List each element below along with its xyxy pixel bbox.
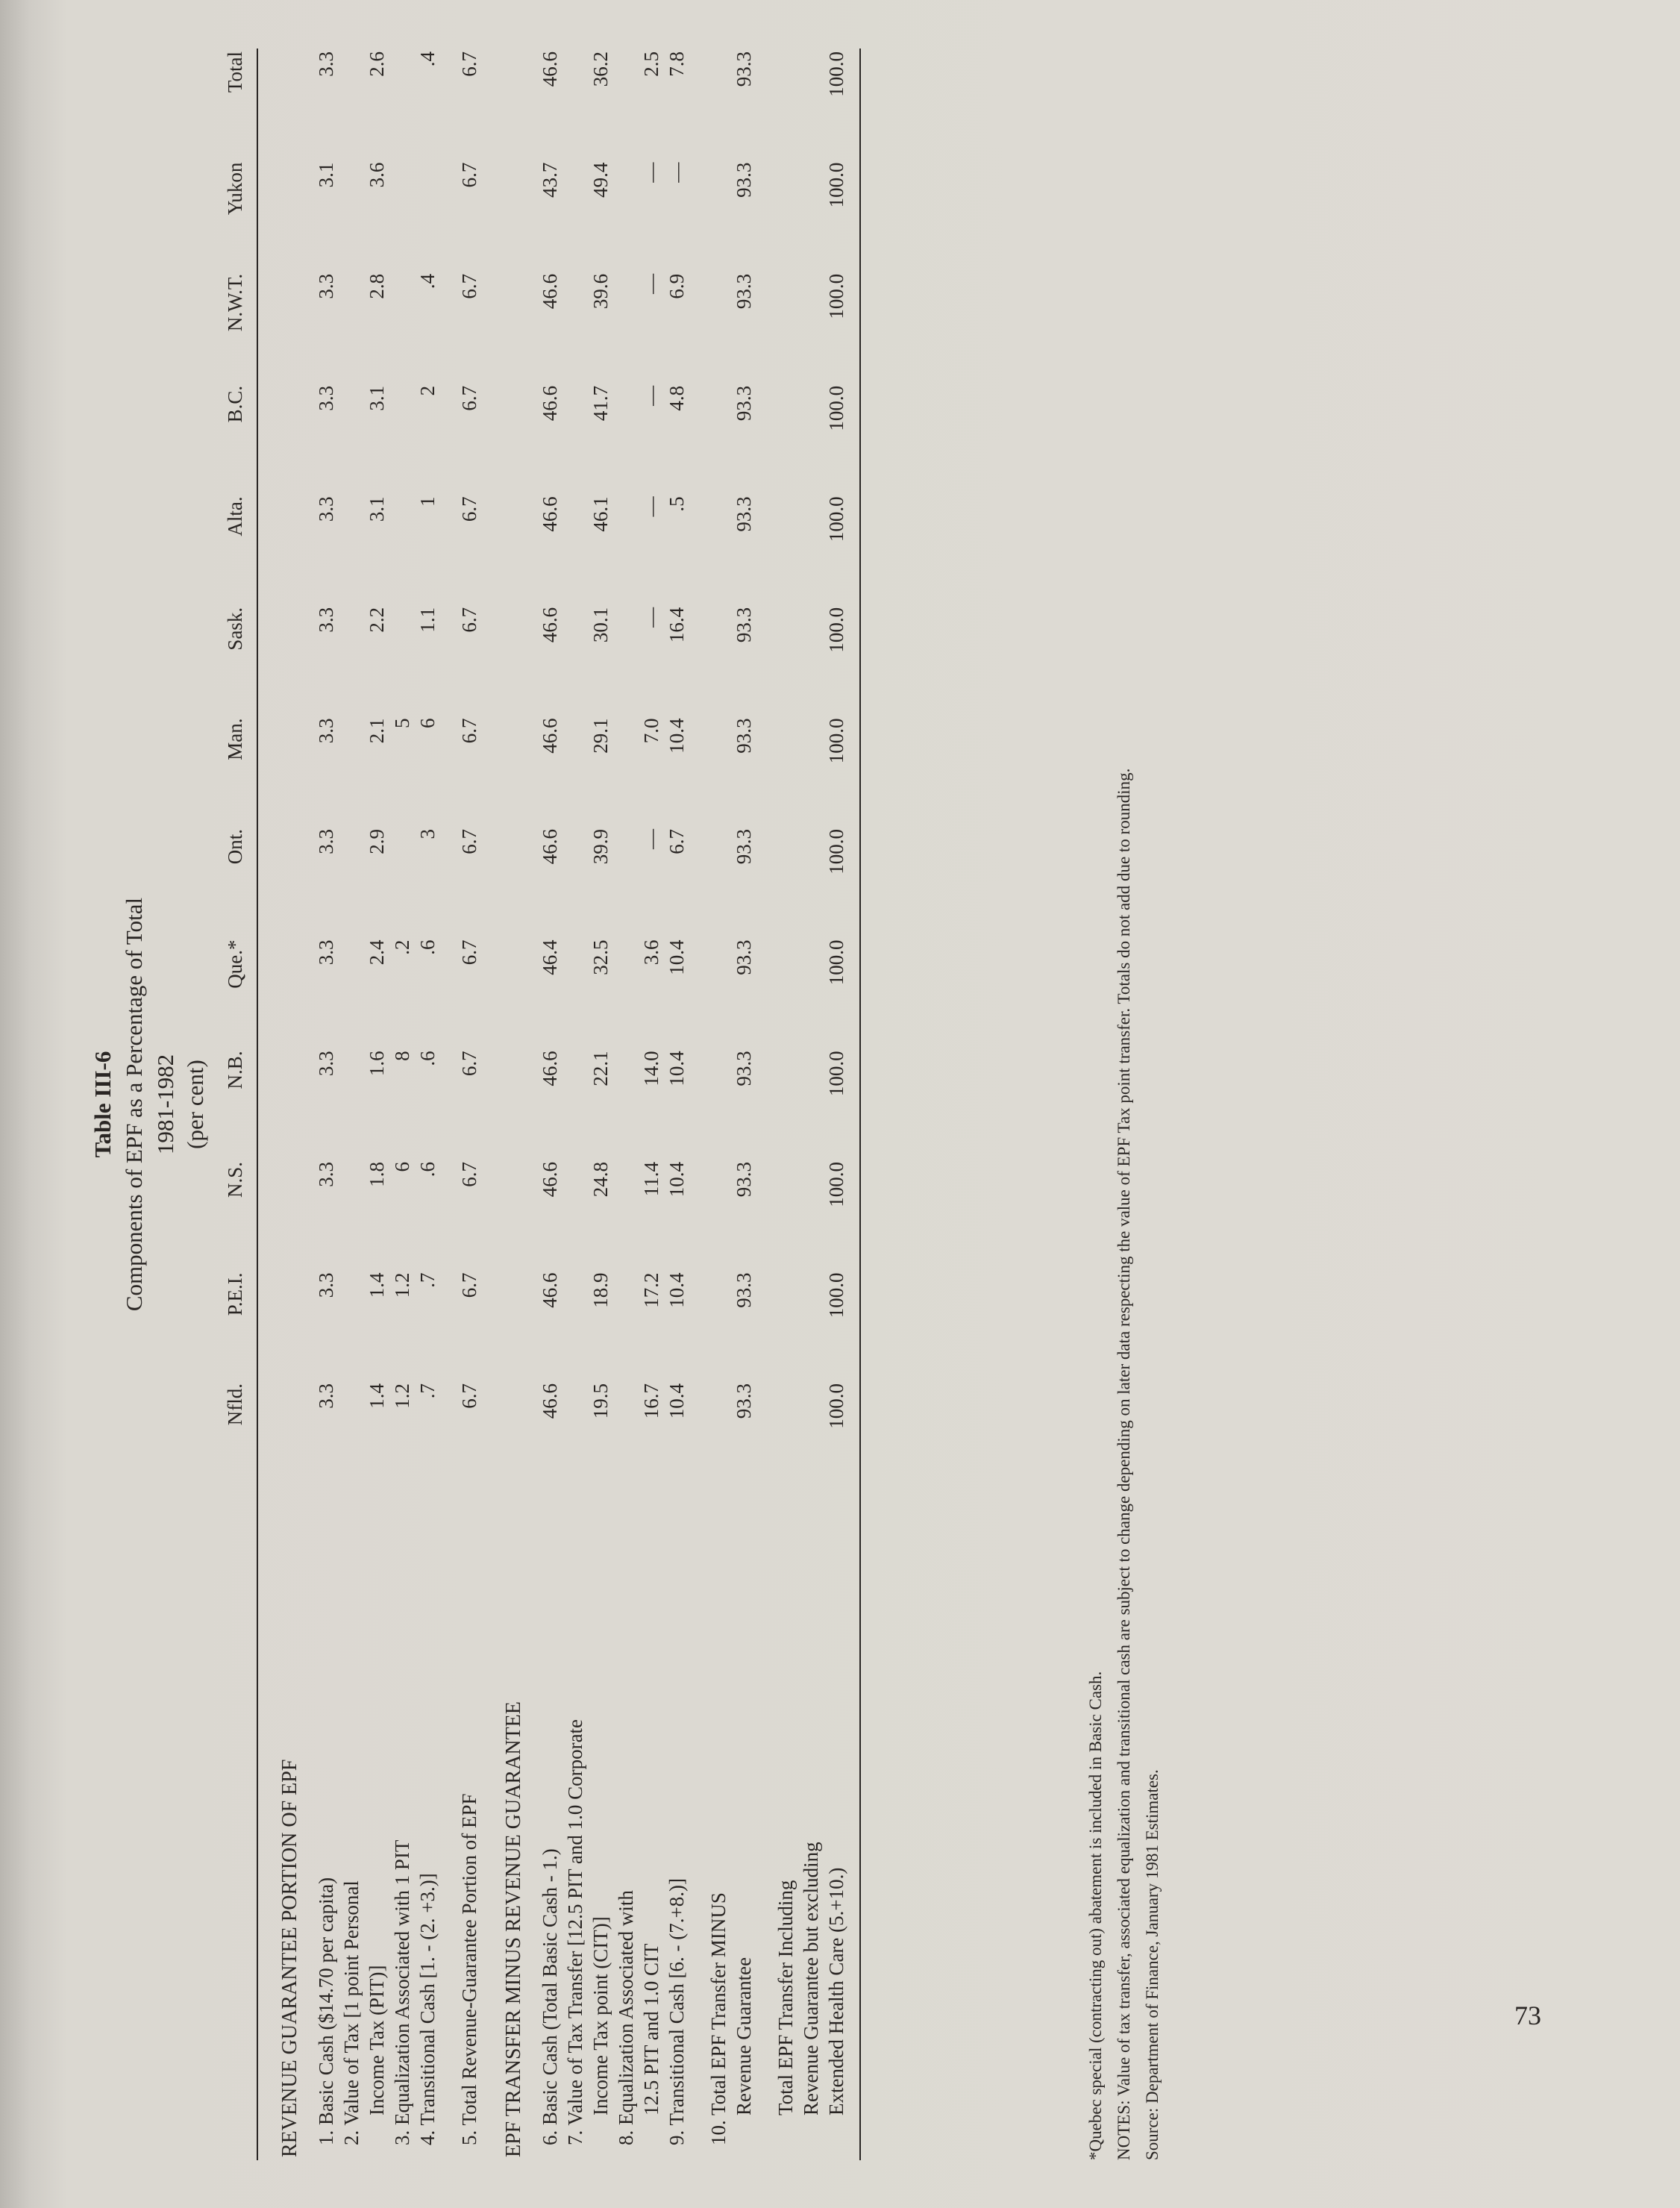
column-header: Yukon [222, 160, 257, 271]
table-row [664, 49, 689, 2160]
page-number: 73 [1514, 2001, 1541, 2030]
table-row [389, 49, 415, 2160]
spacer-row [689, 49, 706, 2160]
table-cell: 93.3 [733, 1383, 755, 1419]
row-label [313, 1492, 339, 2160]
row-label-line: Revenue Guarantee [733, 1957, 755, 2115]
table-cell: 93.3 [733, 273, 755, 310]
table-cell: 6.7 [458, 51, 480, 77]
table-cell: 8 [391, 1051, 413, 1061]
table-cell: 6.9 [665, 273, 688, 299]
row-label-line: 5. Total Revenue-Guarantee Portion of EPF [458, 1793, 480, 2145]
table-cell: .6 [416, 1161, 439, 1178]
row-label-line: 8. Equalization Associated with [615, 1890, 637, 2145]
footnotes [1082, 49, 1167, 2160]
table-cell: 3 [416, 828, 439, 839]
table-cell: 6.7 [458, 162, 480, 188]
table-cell: 30.1 [589, 607, 612, 643]
table-row [537, 49, 562, 2160]
table-unit: (per cent) [182, 1060, 208, 1149]
table-cell: 19.5 [589, 1383, 612, 1419]
table-cell: 100.0 [773, 493, 860, 604]
column-header: Sask. [222, 604, 257, 716]
table-cell: 46.6 [539, 1051, 561, 1086]
column-header: Que.* [222, 937, 257, 1048]
row-label-line: Income Tax point (CIT)] [589, 1916, 612, 2115]
table-cell: 46.4 [539, 939, 561, 975]
table-number: Table III-6 [90, 1051, 116, 1158]
table-cell: 1.2 [391, 1272, 413, 1298]
row-label-line: 4. Transitional Cash [1. - (2. +3.)] [416, 1873, 439, 2145]
table-cell: 3.1 [366, 385, 388, 411]
table-cell: 93.3 [733, 496, 755, 532]
table-cell: 1.4 [366, 1272, 388, 1298]
table-cell: 18.9 [589, 1272, 612, 1308]
table-cell: .7 [416, 1383, 439, 1399]
table-cell: 3.3 [315, 1051, 337, 1077]
table-row [562, 49, 613, 2160]
table-row [706, 49, 756, 2160]
table-cell: 2.8 [366, 273, 388, 299]
table-cell: 100.0 [773, 383, 860, 494]
table-cell: 46.6 [539, 1383, 561, 1419]
table-cell: 100.0 [773, 49, 860, 160]
table-cell: 93.3 [733, 1272, 755, 1308]
row-label [773, 1492, 860, 2160]
table-cell: 29.1 [589, 718, 612, 754]
table-cell: 3.6 [366, 162, 388, 188]
table-header-row [222, 49, 257, 2160]
column-header: Man. [222, 715, 257, 826]
table-cell: 46.6 [539, 273, 561, 310]
table-cell: — [665, 162, 688, 183]
table-cell: 6.7 [458, 385, 480, 411]
table-row [773, 49, 860, 2160]
table-cell: 32.5 [589, 939, 612, 975]
table-cell: 36.2 [589, 51, 612, 87]
table-cell: 46.6 [539, 718, 561, 754]
table-cell: 6.7 [458, 496, 480, 522]
table-cell: 3.1 [366, 496, 388, 522]
table-cell: 2.9 [366, 828, 388, 854]
section-heading: EPF TRANSFER MINUS REVENUE GUARANTEE [502, 1701, 525, 2157]
rotated-table-block [90, 49, 1179, 2160]
table-cell: 93.3 [733, 1161, 755, 1198]
table-cell: 93.3 [733, 1051, 755, 1086]
column-header: N.W.T. [222, 271, 257, 383]
table-cell: 10.4 [665, 1161, 688, 1198]
table-cell: 1.2 [391, 1383, 413, 1409]
table-cell: 6.7 [458, 939, 480, 966]
column-header: Alta. [222, 493, 257, 604]
column-header: B.C. [222, 383, 257, 494]
table-row [339, 49, 389, 2160]
row-label [415, 1492, 440, 2160]
table-cell: 46.1 [589, 496, 612, 532]
section-row [257, 49, 313, 2160]
row-label-line: Revenue Guarantee but excluding [800, 1842, 822, 2115]
column-header: P.E.I. [222, 1269, 257, 1380]
table-cell: 93.3 [733, 385, 755, 422]
table-cell: 14.0 [640, 1051, 662, 1086]
table-cell: — [640, 607, 662, 628]
section-heading: REVENUE GUARANTEE PORTION OF EPF [278, 1759, 301, 2157]
table-cell: 1.1 [416, 607, 439, 633]
row-label [664, 1492, 689, 2160]
table-cell: 10.4 [665, 718, 688, 754]
spacer-row [756, 49, 773, 2160]
table-cell: 10.4 [665, 939, 688, 975]
table-cell: 100.0 [773, 604, 860, 716]
table-cell: 3.3 [315, 273, 337, 299]
table-cell: 93.3 [733, 939, 755, 975]
column-header: Total [222, 49, 257, 160]
table-cell: 3.3 [315, 1383, 337, 1409]
table-cell: 3.3 [315, 828, 337, 854]
column-header: N.B. [222, 1048, 257, 1159]
table-cell: 22.1 [589, 1051, 612, 1086]
table-row [613, 49, 664, 2160]
table-cell: 93.3 [733, 828, 755, 865]
row-label-line: 10. Total EPF Transfer MINUS [707, 1892, 730, 2145]
table-cell: 2.2 [366, 607, 388, 633]
table-cell: 3.1 [315, 162, 337, 188]
table-cell: 93.3 [733, 607, 755, 643]
table-cell: 2.4 [366, 939, 388, 966]
table-cell [389, 826, 415, 937]
table-cell: 39.6 [589, 273, 612, 310]
table-cell: 6 [391, 1161, 413, 1172]
column-header: Ont. [222, 826, 257, 937]
table-cell: 7.0 [640, 718, 662, 744]
table-cell: 3.6 [640, 939, 662, 966]
row-label-line: Total EPF Transfer Including [774, 1880, 797, 2115]
section-row [482, 49, 537, 2160]
table-cell: 46.6 [539, 51, 561, 87]
column-header: N.S. [222, 1159, 257, 1270]
table-cell: 1.4 [366, 1383, 388, 1409]
table-cell: — [640, 273, 662, 294]
table-cell [389, 493, 415, 604]
table-cell: 93.3 [733, 51, 755, 87]
epf-components-table [222, 49, 861, 2160]
row-label [457, 1492, 482, 2160]
table-cell: 6.7 [458, 1051, 480, 1077]
table-cell: 16.7 [640, 1383, 662, 1419]
table-cell: 6.7 [665, 828, 688, 854]
table-cell: .5 [665, 496, 688, 512]
table-cell: 3.3 [315, 385, 337, 411]
row-label-line: Extended Health Care (5.+10.) [825, 1867, 847, 2115]
footnote-source: Source: Department of Finance, January 1981 Estimates. [1143, 1769, 1162, 2160]
table-cell: 43.7 [539, 162, 561, 198]
row-label-line: Income Tax (PIT)] [366, 1965, 388, 2115]
table-cell: 24.8 [589, 1161, 612, 1198]
table-cell: — [640, 162, 662, 183]
table-cell: 49.4 [589, 162, 612, 198]
table-cell: 39.9 [589, 828, 612, 865]
row-label [706, 1492, 756, 2160]
table-cell: 100.0 [773, 826, 860, 937]
table-cell: — [640, 496, 662, 517]
table-cell: 16.4 [665, 607, 688, 643]
row-label [339, 1492, 389, 2160]
table-row [415, 49, 440, 2160]
row-label-line: 12.5 PIT and 1.0 CIT [640, 1943, 662, 2115]
table-cell: 93.3 [733, 718, 755, 754]
table-cell: 7.8 [665, 51, 688, 77]
table-cell: .2 [391, 939, 413, 955]
table-cell: 2 [416, 385, 439, 396]
table-cell: 46.6 [539, 1161, 561, 1198]
table-cell: 3.3 [315, 1161, 337, 1187]
table-cell: 100.0 [773, 715, 860, 826]
table-cell: — [640, 828, 662, 849]
table-cell: 1.8 [366, 1161, 388, 1187]
table-cell: 6.7 [458, 1272, 480, 1298]
table-years: 1981-1982 [152, 1054, 178, 1155]
spacer-row [440, 49, 457, 2160]
table-cell [389, 383, 415, 494]
table-cell [389, 160, 415, 271]
table-cell: 6.7 [458, 1161, 480, 1187]
row-label [613, 1492, 664, 2160]
table-cell: .7 [416, 1272, 439, 1288]
table-cell: 100.0 [773, 1269, 860, 1380]
table-cell: 6.7 [458, 607, 480, 633]
table-cell: .6 [416, 1051, 439, 1066]
table-cell: 100.0 [773, 1048, 860, 1159]
row-label-line: 6. Basic Cash (Total Basic Cash - 1.) [539, 1848, 561, 2145]
table-title: Components of EPF as a Percentage of Total [121, 897, 147, 1312]
table-cell [415, 160, 440, 271]
table-cell: 11.4 [640, 1161, 662, 1197]
table-cell: 4.8 [665, 385, 688, 411]
row-label-line: 3. Equalization Associated with 1 PIT [391, 1839, 413, 2145]
table-cell: 3.3 [315, 718, 337, 744]
table-cell: 6.7 [458, 273, 480, 299]
table-cell: 3.3 [315, 607, 337, 633]
table-cell: 2.6 [366, 51, 388, 77]
table-cell: 3.3 [315, 1272, 337, 1298]
table-cell: 2.5 [640, 51, 662, 77]
table-cell: .6 [416, 939, 439, 955]
table-row [457, 49, 482, 2160]
table-cell: 10.4 [665, 1272, 688, 1308]
table-cell [389, 49, 415, 160]
table-cell: 5 [391, 718, 413, 728]
table-cell: 6 [416, 718, 439, 728]
footnote-quebec: *Quebec special (contracting out) abatement is included in Basic Cash. [1086, 1671, 1105, 2160]
table-cell: 46.6 [539, 385, 561, 422]
table-cell: 1 [416, 496, 439, 507]
table-cell: .4 [416, 51, 439, 67]
table-cell [389, 604, 415, 716]
row-label [389, 1492, 415, 2160]
table-cell: 41.7 [589, 385, 612, 422]
table-cell: 100.0 [773, 1380, 860, 1492]
table-cell: 6.7 [458, 1383, 480, 1409]
row-label-line: 1. Basic Cash ($14.70 per capita) [315, 1877, 337, 2145]
table-cell: 46.6 [539, 607, 561, 643]
table-cell [389, 271, 415, 383]
table-cell: 3.3 [315, 51, 337, 77]
row-label [537, 1492, 562, 2160]
table-cell: 46.6 [539, 1272, 561, 1308]
table-cell: 46.6 [539, 496, 561, 532]
table-cell: 93.3 [733, 162, 755, 198]
table-cell: 17.2 [640, 1272, 662, 1308]
table-cell: 1.6 [366, 1051, 388, 1077]
table-cell: 10.4 [665, 1383, 688, 1419]
table-row [313, 49, 339, 2160]
table-cell: 46.6 [539, 828, 561, 865]
table-cell: 100.0 [773, 271, 860, 383]
table-cell: 10.4 [665, 1051, 688, 1086]
footnote-notes: NOTES: Value of tax transfer, associated equalization and transitional cash are subject to change depending on later data respecting the value of EPF Tax point transfer. Totals do not add due to rounding. [1115, 768, 1133, 2160]
table-cell: — [640, 385, 662, 406]
table-cell: 2.1 [366, 718, 388, 744]
table-cell: 100.0 [773, 160, 860, 271]
column-header: Nfld. [222, 1380, 257, 1492]
table-cell: 6.7 [458, 828, 480, 854]
row-label-line: 2. Value of Tax [1 point Personal [340, 1880, 363, 2145]
table-cell: 100.0 [773, 1159, 860, 1270]
header-label-cell [222, 1492, 257, 2160]
table-cell: 100.0 [773, 937, 860, 1048]
row-label-line: 7. Value of Tax Transfer [12.5 PIT and 1.0 Corporate [564, 1718, 586, 2145]
table-cell: 6.7 [458, 718, 480, 744]
row-label-line: 9. Transitional Cash [6. - (7.+8.)] [665, 1878, 688, 2145]
table-cell: 3.3 [315, 496, 337, 522]
row-label [562, 1492, 613, 2160]
table-cell: 3.3 [315, 939, 337, 966]
table-cell: .4 [416, 273, 439, 290]
